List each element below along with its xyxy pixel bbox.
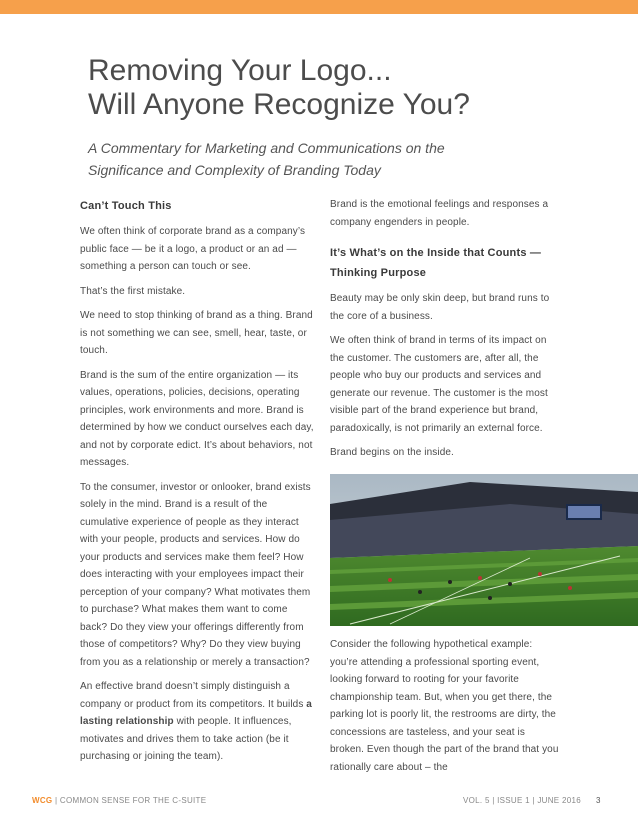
paragraph: That’s the first mistake. bbox=[80, 285, 186, 297]
section-heading-inside-counts: It’s What’s on the Inside that Counts — Thinking Purpose bbox=[330, 247, 542, 279]
footer-issue: VOL. 5 | ISSUE 1 | JUNE 2016 bbox=[463, 796, 581, 805]
paragraph: We often think of brand in terms of its impact on the customer. The customers are, after all, the people who buy our products and services and generate our revenue. The customer is the most visible part of the brand experience but brand, paradoxically, is not primarily an external force. bbox=[330, 335, 548, 434]
top-accent-bar bbox=[0, 0, 638, 14]
footer-tagline: COMMON SENSE FOR THE C-SUITE bbox=[59, 796, 207, 805]
title-line-2: Will Anyone Recognize You? bbox=[88, 88, 470, 121]
subtitle-line-1: A Commentary for Marketing and Communications on the bbox=[88, 140, 445, 156]
paragraph-intro: Brand is the emotional feelings and responses a company engenders in people. bbox=[330, 199, 549, 228]
text-run: with people. It influences, motivates and drives them to take action (be it purchasing or joining the team). bbox=[80, 716, 292, 762]
footer-separator: | bbox=[52, 796, 60, 805]
text-run: An effective brand doesn’t simply distinguish a company or product from its competitors. It builds bbox=[80, 681, 307, 710]
paragraph: To the consumer, investor or onlooker, brand exists solely in the mind. Brand is a result of the cumulative experience of people as they interact with your people, products and services. How do your products and services make them feel? How does interacting with your employees impact their perception of your company? What motivates them to purchase? What makes them want to come back? Do they view your offerings differently from those of competitors? Why? Do they view buying from you as a relationship or merely a transaction? bbox=[80, 481, 311, 668]
page-subtitle bbox=[88, 137, 445, 181]
paragraph-lasting-relationship bbox=[80, 678, 316, 766]
left-column bbox=[80, 196, 316, 766]
section-heading-cant-touch-this: Can’t Touch This bbox=[80, 200, 172, 212]
paragraph-hypothetical-example: Consider the following hypothetical example: you’re attending a professional sporting event, looking forward to rooting for your favorite championship team. But, when you get there, the parking lot is poorly lit, the restrooms are dirty, the concessions are tasteless, and your seat is broken. Even though the part of the brand that you rationally care about – the bbox=[330, 639, 559, 773]
right-column bbox=[330, 196, 560, 462]
page-title bbox=[88, 54, 470, 122]
paragraph: We often think of corporate brand as a company’s public face — be it a logo, a product or an ad — something a person can touch or see. bbox=[80, 226, 306, 272]
page-number: 3 bbox=[596, 796, 601, 805]
title-line-1: Removing Your Logo... bbox=[88, 54, 392, 87]
subtitle-line-2: Significance and Complexity of Branding Today bbox=[88, 162, 381, 178]
paragraph: Brand is the sum of the entire organization — its values, operations, policies, decisions, operating principles, work environments and more. Brand is determined by how we conduct ourselves each day, and not by corporate edict. It’s about behaviors, not messages. bbox=[80, 369, 314, 468]
right-column-lower bbox=[330, 636, 560, 776]
bold-phrase: a lasting relationship bbox=[80, 698, 312, 727]
stadium-illustration bbox=[330, 474, 638, 626]
paragraph: Beauty may be only skin deep, but brand runs to the core of a business. bbox=[330, 293, 550, 322]
paragraph: We need to stop thinking of brand as a thing. Brand is not something we can see, smell, hear, taste, or touch. bbox=[80, 310, 313, 356]
stadium-photo bbox=[330, 474, 638, 626]
page-footer bbox=[0, 794, 638, 810]
footer-left bbox=[32, 796, 206, 805]
footer-brand: WCG bbox=[32, 796, 53, 805]
paragraph: Brand begins on the inside. bbox=[330, 447, 454, 458]
